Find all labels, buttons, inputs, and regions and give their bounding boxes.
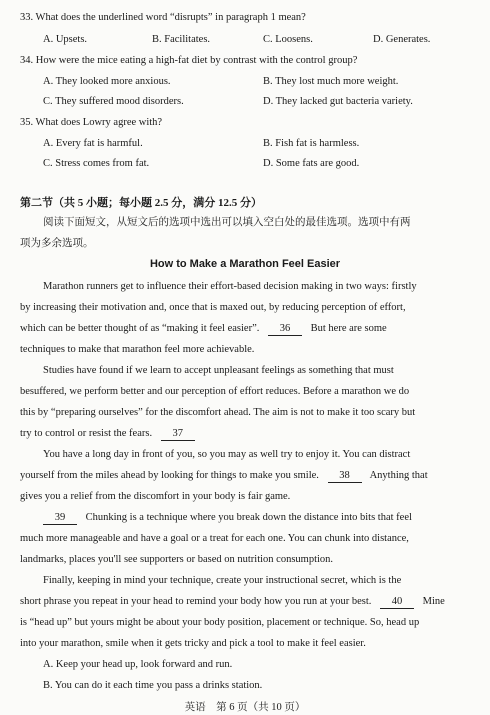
q34-option-b: B. They lost much more weight. — [263, 76, 399, 87]
q35-option-c: C. Stress comes from fat. — [43, 158, 150, 169]
p2-line-1: Studies have found if we learn to accept unpleasant feelings as something that must — [43, 365, 394, 376]
p4-line-2: much more manageable and have a goal or a treat for each one. You can chunk into distance, — [20, 533, 409, 544]
p3-line-2 — [20, 469, 428, 483]
q34-option-c: C. They suffered mood disorders. — [43, 96, 184, 107]
p1-line-2: by increasing their motivation and, once that is maxed out, by reducing perception of effort, — [20, 302, 406, 313]
p1-line-3-tail: But here are some — [310, 323, 387, 334]
q33-option-b: B. Facilitates. — [152, 34, 211, 45]
p2-line-4 — [20, 427, 195, 441]
q33-option-a: A. Upsets. — [43, 34, 88, 45]
p4-line-1-text: Chunking is a technique where you break down the distance into bits that feel — [85, 512, 412, 523]
blank-40[interactable]: 40 — [380, 596, 414, 609]
blank-37[interactable]: 37 — [161, 428, 195, 441]
answer-option-a: A. Keep your head up, look forward and run. — [43, 659, 233, 670]
q35-option-d: D. Some fats are good. — [263, 158, 360, 169]
section-heading: 第二节（共 5 小题；每小题 2.5 分，满分 12.5 分） — [20, 197, 262, 209]
q35-option-b: B. Fish fat is harmless. — [263, 138, 360, 149]
p3-line-3: gives you a relief from the discomfort in your body is fair game. — [20, 491, 291, 502]
p4-line-1 — [43, 511, 412, 525]
q34-option-a: A. They looked more anxious. — [43, 76, 171, 87]
question-35-stem: 35. What does Lowry agree with? — [20, 117, 163, 128]
q35-option-a: A. Every fat is harmful. — [43, 138, 143, 149]
p5-line-2-text: short phrase you repeat in your head to remind your body how you run at your best. — [20, 596, 372, 607]
section-instruction-line-2: 项为多余选项。 — [20, 238, 94, 249]
question-33-stem: 33. What does the underlined word “disrupts” in paragraph 1 mean? — [20, 12, 306, 23]
p2-line-3: this by “preparing ourselves” for the discomfort ahead. The aim is not to make it too scary but — [20, 407, 416, 418]
p3-line-2-tail: Anything that — [369, 470, 428, 481]
q33-option-c: C. Loosens. — [263, 34, 313, 45]
question-34-stem: 34. How were the mice eating a high-fat diet by contrast with the control group? — [20, 55, 358, 66]
q34-option-d: D. They lacked gut bacteria variety. — [263, 96, 413, 107]
q33-option-d: D. Generates. — [373, 34, 431, 45]
p5-line-4: into your marathon, smile when it gets tricky and pick a tool to make it feel easier. — [20, 638, 366, 649]
p4-line-3: landmarks, places you'll see supporters or based on nutrition consumption. — [20, 554, 334, 565]
p2-line-4-text: try to control or resist the fears. — [20, 428, 153, 439]
blank-36[interactable]: 36 — [268, 323, 302, 336]
p1-line-3-text: which can be better thought of as “making it feel easier”. — [20, 323, 260, 334]
p2-line-2: besuffered, we perform better and our perception of effort reduces. Before a marathon we do — [20, 386, 410, 397]
p3-line-1: You have a long day in front of you, so you may as well try to enjoy it. You can distract — [43, 449, 411, 460]
p1-line-4: techniques to make that marathon feel more achievable. — [20, 344, 255, 355]
p3-line-2-text: yourself from the miles ahead by looking for things to make you smile. — [20, 470, 319, 481]
p5-line-3: is “head up” but yours might be about your body position, placement or technique. So, head up — [20, 617, 420, 628]
answer-option-b: B. You can do it each time you pass a drinks station. — [43, 680, 263, 691]
section-instruction-line-1: 阅读下面短文，从短文后的选项中选出可以填入空白处的最佳选项。选项中有两 — [43, 217, 411, 228]
p5-line-2-tail: Mine — [422, 596, 445, 607]
p1-line-1: Marathon runners get to influence their effort-based decision making in two ways: firstly — [43, 281, 417, 292]
page-footer: 英语 第 6 页（共 10 页） — [184, 702, 306, 713]
blank-39[interactable]: 39 — [43, 512, 77, 525]
p5-line-2 — [20, 595, 445, 609]
p1-line-3 — [20, 322, 387, 336]
p5-line-1: Finally, keeping in mind your technique, create your instructional secret, which is the — [43, 575, 402, 586]
article-title: How to Make a Marathon Feel Easier — [149, 258, 341, 270]
blank-38[interactable]: 38 — [328, 470, 362, 483]
